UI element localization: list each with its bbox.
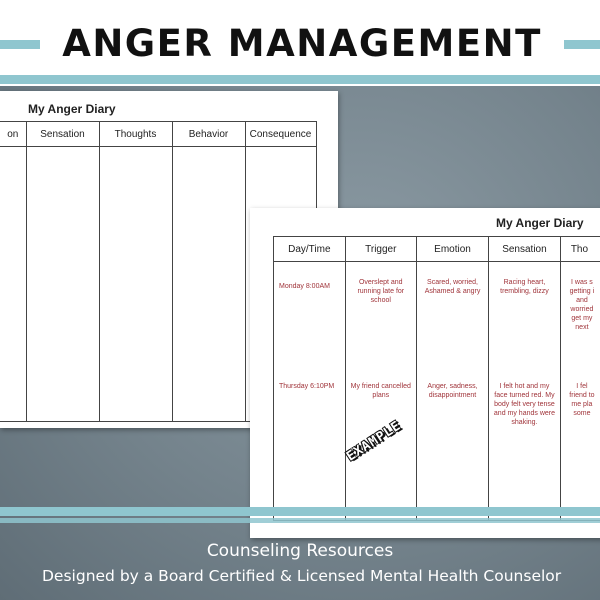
entry-cell <box>274 370 346 521</box>
entry-sensation: I felt hot and my face turned red. My body felt very tense and my hands were shaking. <box>493 383 555 426</box>
blank-header-behavior: Behavior <box>172 122 245 147</box>
entry-cell <box>560 262 600 371</box>
example-header-thoughts: Tho <box>560 237 600 262</box>
example-row-2 <box>274 370 600 521</box>
entry-cell <box>416 262 488 371</box>
blank-diary-title: My Anger Diary <box>28 102 116 116</box>
entry-emotion: Scared, worried, Ashamed & angry <box>424 279 481 295</box>
footer-accent-bar <box>0 507 600 516</box>
blank-header-sensation: Sensation <box>26 122 99 147</box>
example-header-row <box>274 237 600 262</box>
entry-cell <box>416 370 488 521</box>
entry-trigger: My friend cancelled plans <box>350 383 411 399</box>
banner-accent-right <box>564 40 600 49</box>
entry-emotion: Anger, sadness, disappointment <box>427 383 478 399</box>
entry-cell <box>560 370 600 521</box>
entry-daytime: Thursday 6:10PM <box>279 383 335 390</box>
blank-header-thoughts: Thoughts <box>99 122 172 147</box>
entry-daytime: Monday 8:00AM <box>279 283 330 290</box>
blank-cell <box>0 147 26 422</box>
blank-cell <box>172 147 245 422</box>
entry-thoughts: I fel friend to me pla some <box>569 383 595 417</box>
footer-accent-bar-thin <box>0 518 600 523</box>
example-diary-title: My Anger Diary <box>496 216 584 230</box>
entry-thoughts: I was s getting i and worried get my next <box>569 279 595 331</box>
example-diary-table <box>273 236 600 521</box>
blank-cell <box>26 147 99 422</box>
entry-cell <box>489 370 561 521</box>
banner-divider <box>0 75 600 84</box>
entry-cell <box>274 262 346 371</box>
blank-header-emotion: on <box>0 122 26 147</box>
page-title: ANGER MANAGEMENT <box>62 22 542 65</box>
example-header-emotion: Emotion <box>416 237 488 262</box>
blank-header-consequence: Consequence <box>245 122 316 147</box>
entry-sensation: Racing heart, trembling, dizzy <box>500 279 549 295</box>
entry-cell <box>489 262 561 371</box>
example-header-daytime: Day/Time <box>274 237 346 262</box>
banner-accent-left <box>0 40 40 49</box>
example-header-sensation: Sensation <box>489 237 561 262</box>
example-header-trigger: Trigger <box>345 237 416 262</box>
example-stamp: EXAMPLE <box>344 418 404 465</box>
footer-tagline: Designed by a Board Certified & Licensed Mental Health Counselor <box>42 567 562 585</box>
blank-cell <box>99 147 172 422</box>
entry-cell <box>345 262 416 371</box>
example-row-1 <box>274 262 600 371</box>
entry-trigger: Overslept and running late for school <box>357 279 405 304</box>
title-banner <box>0 0 600 86</box>
footer-brand: Counseling Resources <box>206 541 394 561</box>
blank-header-row <box>0 122 316 147</box>
